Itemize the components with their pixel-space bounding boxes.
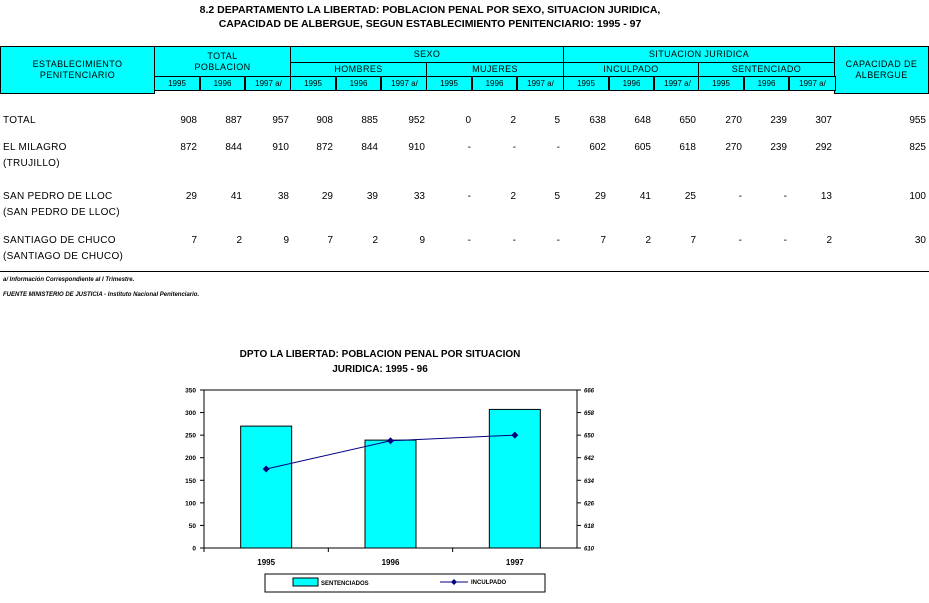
header-capacidad: CAPACIDAD DE ALBERGUE (834, 46, 929, 94)
table-cell: 13 (820, 191, 832, 202)
table-cell: 952 (408, 115, 425, 126)
table-cell: 844 (225, 142, 242, 153)
y-right-tick-label: 666 (584, 388, 595, 395)
header-total: TOTAL POBLACION (154, 46, 291, 78)
y-right-tick-label: 650 (584, 433, 595, 440)
table-cell: 5 (554, 115, 560, 126)
header-year-0-0: 1995 (154, 76, 200, 91)
table-cell: - (467, 235, 471, 246)
row-sublabel: (TRUJILLO) (3, 158, 60, 169)
table-cell: 650 (679, 115, 696, 126)
y-left-tick-label: 250 (185, 432, 196, 440)
header-sentenciado: SENTENCIADO (698, 62, 835, 77)
y-right-tick-label: 634 (584, 478, 595, 485)
table-cell: 908 (316, 115, 333, 126)
table-cell: 9 (419, 235, 425, 246)
table-cell: 605 (634, 142, 651, 153)
table-cell: 602 (589, 142, 606, 153)
y-left-tick-label: 100 (185, 500, 196, 508)
y-left-tick-label: 50 (188, 522, 196, 530)
table-cell: - (467, 142, 471, 153)
table-cell: 100 (909, 191, 926, 202)
bar-sentenciados (365, 440, 416, 548)
bar-sentenciados (489, 409, 540, 548)
table-cell: 2 (372, 235, 378, 246)
table-cell: 957 (272, 115, 289, 126)
y-left-tick-label: 150 (185, 477, 196, 485)
legend-label-sentenciados: SENTENCIADOS (321, 581, 369, 587)
header-situacion: SITUACION JURIDICA (563, 46, 835, 63)
row-name: TOTAL (3, 115, 36, 126)
table-cell: 908 (180, 115, 197, 126)
report-title-line2: CAPACIDAD DE ALBERGUE, SEGUN ESTABLECIMIENTO PENITENCIARIO: 1995 - 97 (218, 18, 642, 30)
table-cell: 41 (230, 191, 242, 202)
row-sublabel: (SANTIAGO DE CHUCO) (3, 251, 124, 262)
table-cell: 2 (645, 235, 651, 246)
table-cell: 910 (408, 142, 425, 153)
report-title-line1: 8.2 DEPARTAMENTO LA LIBERTAD: POBLACION PENAL POR SEXO, SITUACION JURIDICA, (199, 4, 661, 16)
x-tick-label: 1995 (257, 558, 276, 567)
table-cell: 0 (465, 115, 471, 126)
legend-swatch-sentenciados (293, 578, 318, 586)
table-cell: 2 (510, 191, 516, 202)
y-right-tick-label: 626 (584, 501, 595, 508)
table-cell: - (512, 142, 516, 153)
table-cell: 872 (316, 142, 333, 153)
header-year-2-0: 1995 (426, 76, 472, 91)
table-cell: 29 (321, 191, 333, 202)
table-cell: 825 (909, 142, 926, 153)
table-cell: 33 (413, 191, 425, 202)
table-cell: 955 (909, 115, 926, 126)
table-cell: 887 (225, 115, 242, 126)
table-cell: 2 (826, 235, 832, 246)
y-right-tick-label: 658 (584, 411, 595, 418)
y-left-tick-label: 0 (192, 545, 196, 553)
header-year-2-2: 1997 a/ (517, 76, 564, 91)
header-year-4-2: 1997 a/ (789, 76, 836, 91)
y-right-tick-label: 618 (584, 523, 595, 530)
table-cell: 7 (600, 235, 606, 246)
header-mujeres: MUJERES (426, 62, 564, 77)
y-right-tick-label: 642 (584, 456, 595, 463)
source-note: FUENTE MINISTERIO DE JUSTICIA - Instituto Nacional Penitenciario. (3, 292, 200, 298)
y-left-tick-label: 200 (185, 455, 196, 463)
table-cell: - (783, 191, 787, 202)
table-cell: - (783, 235, 787, 246)
table-cell: 618 (679, 142, 696, 153)
table-cell: 239 (770, 142, 787, 153)
header-inculpado: INCULPADO (563, 62, 699, 77)
table-cell: 9 (283, 235, 289, 246)
header-year-4-0: 1995 (698, 76, 744, 91)
table-cell: 29 (185, 191, 197, 202)
table-cell: 39 (366, 191, 378, 202)
table-cell: 2 (236, 235, 242, 246)
header-year-3-0: 1995 (563, 76, 609, 91)
header-year-0-1: 1996 (200, 76, 245, 91)
table-cell: - (556, 142, 560, 153)
table-cell: - (467, 191, 471, 202)
table-cell: 5 (554, 191, 560, 202)
table-cell: 25 (684, 191, 696, 202)
row-name: SANTIAGO DE CHUCO (3, 235, 116, 246)
table-cell: 7 (327, 235, 333, 246)
bar-sentenciados (241, 426, 292, 548)
chart-title-text: DPTO LA LIBERTAD: POBLACION PENAL POR SITUACION JURIDICA: 1995 - 96 (239, 349, 521, 375)
header-year-2-1: 1996 (472, 76, 517, 91)
legend-label-inculpado: INCULPADO (471, 580, 507, 586)
table-cell: 270 (725, 115, 742, 126)
header-year-1-0: 1995 (290, 76, 336, 91)
y-left-tick-label: 300 (185, 410, 196, 418)
table-cell: 38 (277, 191, 289, 202)
row-sublabel: (SAN PEDRO DE LLOC) (3, 207, 120, 218)
table-cell: 29 (594, 191, 606, 202)
header-year-0-2: 1997 a/ (245, 76, 292, 91)
table-cell: 648 (634, 115, 651, 126)
table-cell: 885 (361, 115, 378, 126)
table-cell: 2 (510, 115, 516, 126)
table-cell: 41 (639, 191, 651, 202)
table-cell: 910 (272, 142, 289, 153)
table-cell: - (738, 235, 742, 246)
header-hombres: HOMBRES (290, 62, 427, 77)
header-year-1-2: 1997 a/ (381, 76, 428, 91)
footnote: a/ Información Correspondiente al I Trimestre. (3, 277, 135, 283)
y-right-tick-label: 610 (584, 546, 595, 553)
x-tick-label: 1996 (381, 558, 400, 567)
table-cell: - (738, 191, 742, 202)
header-year-1-1: 1996 (336, 76, 381, 91)
header-year-4-1: 1996 (744, 76, 789, 91)
table-cell: 292 (815, 142, 832, 153)
table-cell: 30 (914, 235, 926, 246)
header-year-3-1: 1996 (609, 76, 654, 91)
row-name: SAN PEDRO DE LLOC (3, 191, 113, 202)
header-sexo: SEXO (290, 46, 564, 63)
table-cell: 872 (180, 142, 197, 153)
table-cell: 7 (191, 235, 197, 246)
header-establecimiento: ESTABLECIMIENTO PENITENCIARIO (0, 46, 155, 94)
x-tick-label: 1997 (505, 558, 524, 567)
y-left-tick-label: 350 (185, 387, 196, 395)
table-cell: 270 (725, 142, 742, 153)
header-year-3-2: 1997 a/ (654, 76, 701, 91)
row-name: EL MILAGRO (3, 142, 67, 153)
table-cell: 307 (815, 115, 832, 126)
table-cell: 239 (770, 115, 787, 126)
table-cell: 638 (589, 115, 606, 126)
table-cell: 7 (690, 235, 696, 246)
table-cell: 844 (361, 142, 378, 153)
table-cell: - (512, 235, 516, 246)
table-cell: - (556, 235, 560, 246)
